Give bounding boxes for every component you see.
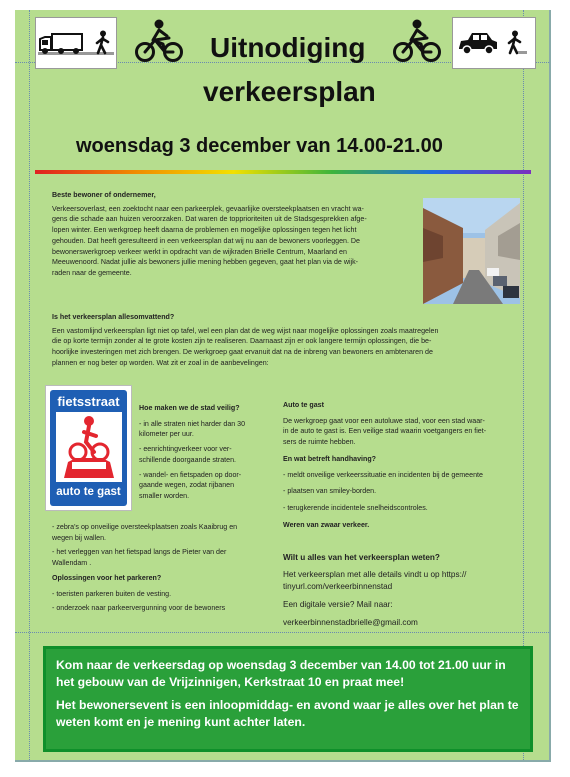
greeting: Beste bewoner of ondernemer, <box>52 191 156 199</box>
item-line: - wandel- en fietspaden op door- <box>139 470 242 479</box>
enforcement-item: - plaatsen van smiley-borden. <box>283 487 377 496</box>
section-heading: Is het verkeersplan allesomvattend? <box>52 313 175 321</box>
item-line: - eenrichtingverkeer voor ver- <box>139 445 232 454</box>
bicycle-car-icon <box>56 412 122 482</box>
truck-pedestrian-logo <box>35 17 117 69</box>
item-line: smaller worden. <box>139 491 190 500</box>
item-line: Wallendam . <box>52 559 92 568</box>
intro-line: bewonerswerkgroep verkeer werkt in opdracht van de wijkraden Brielle Centrum, Maarland en <box>52 247 347 256</box>
safe-city-item <box>139 470 279 502</box>
safe-city-section <box>139 403 279 506</box>
title-line-1: Uitnodiging <box>210 32 366 63</box>
safe-city-item <box>139 419 279 440</box>
parking-item: - toeristen parkeren buiten de vesting. <box>52 589 172 598</box>
date-line: woensdag 3 december van 14.00-21.00 <box>76 135 443 157</box>
item-line: schillende doorgaande straten. <box>139 455 237 464</box>
street-photo <box>423 198 520 304</box>
safe-city-heading: Hoe maken we de stad veilig? <box>139 404 240 412</box>
car-icon <box>457 30 499 56</box>
enforcement-item: - meldt onveilige verkeerssituatie en incidenten bij de gemeente <box>283 470 483 479</box>
auto-guest-section <box>283 400 533 530</box>
pedestrian-icon <box>93 30 113 56</box>
item-line: - in alle straten niet harder dan 30 <box>139 419 246 428</box>
more-info-line: Het verkeersplan met alle details vindt u op https:// <box>283 570 467 579</box>
safe-city-more <box>52 522 282 618</box>
item-line: gaande wegen, zodat rijbanen <box>139 481 235 490</box>
intro-line: gens die schade aan huizen veroorzaken. Dat waren de topprioriteiten uit de Stadsgesprekken afge- <box>52 215 367 224</box>
parking-item: - onderzoek naar parkeervergunning voor de bewoners <box>52 604 226 613</box>
auto-guest-line: sers de ruimte hebben. <box>283 438 356 447</box>
item-line: - het verleggen van het fietspad langs de Pieter van der <box>52 548 227 557</box>
footer-paragraph-2: Het bewonersevent is een inloopmiddag- en avond waar je alles over het plan te weten komt en je mening kunt achter laten. <box>56 698 519 729</box>
sign-top-text: fietsstraat <box>57 394 120 409</box>
enforcement-closing: Weren van zwaar verkeer. <box>283 520 370 529</box>
parking-heading: Oplossingen voor het parkeren? <box>52 573 162 582</box>
guide-line <box>15 632 549 633</box>
auto-guest-heading: Auto te gast <box>283 401 324 409</box>
enforcement-heading: En wat betreft handhaving? <box>283 454 377 463</box>
section-line: hoorlijke investeringen met zich brengen. De werkgroep gaat ervanuit dat na de inbreng van bewoners en ambtenaren de <box>52 348 433 357</box>
cyclist-icon <box>393 18 441 64</box>
section-line: Een vastomlijnd verkeersplan ligt niet op tafel, wel een plan dat de weg wijst naar mogelijke oplossingen zoals maatregelen <box>52 326 439 335</box>
item-line: kilometer per uur. <box>139 430 194 439</box>
intro-line: raden naar de gemeente. <box>52 268 132 277</box>
pedestrian-icon <box>505 30 527 56</box>
item-line: wegen bij wallen. <box>52 533 107 542</box>
more-info-link[interactable]: tinyurl.com/verkeerbinnenstad <box>283 582 393 591</box>
sign-bottom-text: auto te gast <box>56 486 121 498</box>
more-info-section <box>283 552 533 629</box>
car-pedestrian-logo <box>452 17 536 69</box>
section-line: die op korte termijn zonder al te grote kosten zijn te realiseren. Daarnaast zijn er ook langere termijn oplossingen, die be- <box>52 337 432 346</box>
event-footer <box>43 646 533 752</box>
contact-email-link[interactable]: verkeerbinnenstadbrielle@gmail.com <box>283 618 418 627</box>
auto-guest-line: in de auto te gast is. Een veilige stad waarin voetgangers en fiet- <box>283 427 487 436</box>
safe-city-item <box>139 444 279 465</box>
more-info-line: Een digitale versie? Mail naar: <box>283 600 393 609</box>
section-line: plannen er nog beter op worden. Wat zit er zoal in de aanbevelingen: <box>52 358 269 367</box>
auto-guest-line: De werkgroep gaat voor een autoluwe stad, voor een stad waar- <box>283 416 485 425</box>
more-info-heading: Wilt u alles van het verkeersplan weten? <box>283 553 440 562</box>
fietsstraat-sign <box>45 385 132 511</box>
intro-line: Meeuwenoord. Nadat jullie als bewoners jullie mening hebben gegeven, gaat het plan via de wijk- <box>52 258 359 267</box>
section-complete <box>52 312 532 369</box>
intro-line: lopen winter. Een werkgroep heeft daarna de problemen en mogelijke oplossingen tegen het licht <box>52 226 357 235</box>
safe-city-item <box>52 547 282 568</box>
enforcement-item: - terugkerende incidentele snelheidscontroles. <box>283 503 428 512</box>
footer-paragraph-1: Kom naar de verkeersdag op woensdag 3 december van 14.00 tot 21.00 uur in het gebouw van de Vrijzinnigen, Kerkstraat 10 en praat mee! <box>56 658 506 689</box>
intro-line: Verkeersoverlast, een zoektocht naar een parkeerplek, gevaarlijke oversteekplaatsen en vracht wa- <box>52 204 364 213</box>
sign-panel <box>50 390 127 506</box>
cyclist-icon <box>135 18 183 64</box>
safe-city-item <box>52 522 282 543</box>
title-line-2: verkeersplan <box>203 76 376 107</box>
intro-line: gehouden. Dat heeft geresulteerd in een verkeersplan dat wij nu aan de bewoners voorleggen. De <box>52 236 360 245</box>
item-line: - zebra's op onveilige oversteekplaatsen zoals Kaaibrug en <box>52 523 238 531</box>
rainbow-divider <box>35 170 531 174</box>
intro-section <box>52 190 422 279</box>
flyer-page <box>15 10 551 762</box>
guide-line <box>29 10 30 760</box>
